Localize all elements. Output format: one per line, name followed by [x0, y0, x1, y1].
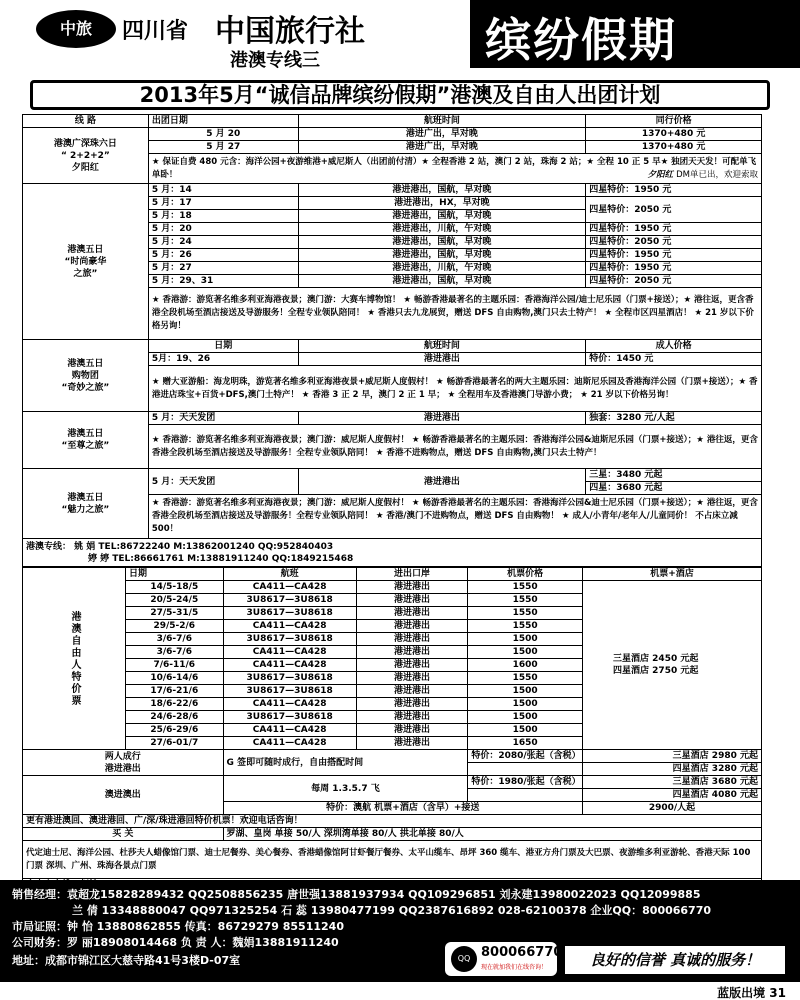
route1-date: 5 月 20 [148, 128, 298, 141]
route1-dm [648, 169, 758, 182]
macau-label: 澳进澳出 [23, 776, 224, 815]
route3-name [23, 340, 149, 412]
hk-contacts-label: 港澳专线： [26, 541, 72, 552]
free-port: 港进港出 [356, 724, 468, 737]
free-date: 17/6-21/6 [126, 685, 224, 698]
tour-plan-sheet [22, 114, 762, 874]
free-flight: CA411—CA428 [223, 737, 356, 750]
route3-hdr-flight: 航班时间 [298, 340, 586, 353]
route4-name [23, 412, 149, 469]
free-price: 1500 [468, 685, 583, 698]
free-hdr-date: 日期 [126, 568, 224, 581]
free-hotel-2: 四星酒店 2750 元起 [613, 666, 699, 676]
hk-contacts [23, 539, 762, 567]
route3-name-line2: 购物团 [71, 370, 99, 381]
free-hdr-port: 进出口岸 [356, 568, 468, 581]
macau-special: 特价：澳航 机票+酒店（含早）+接送 [223, 802, 582, 815]
route2-flight: 港进港出，川航，午对晚 [298, 223, 586, 236]
free-side-label: 港澳自由人特价票 [23, 568, 126, 750]
route2-price: 四星特价：2050 元 [586, 236, 762, 249]
footer-license: 市局证照：钟 怡 13880862855 传真：86729279 85511240 [12, 920, 344, 933]
free-hotel-prices [583, 581, 762, 750]
free-port: 港进港出 [356, 698, 468, 711]
twoperson-label-2: 港进港出 [104, 763, 141, 774]
free-flight: CA411—CA428 [223, 724, 356, 737]
route5-flight: 港进港出 [298, 469, 586, 495]
free-date: 27/5-31/5 [126, 607, 224, 620]
route2-flight: 港进港出，国航，早对晚 [298, 275, 586, 288]
route1-name-line2: “ 2+2+2” [61, 150, 110, 161]
free-port: 港进港出 [356, 633, 468, 646]
footer [0, 880, 800, 982]
route2-date: 5 月：18 [148, 210, 298, 223]
hk-contact-1: 姚 娟 TEL:86722240 M:13862001240 QQ:952840403 [74, 541, 334, 552]
footer-sales-1: 销售经理：袁超龙15828289432 QQ2508856235 唐世强13881937934 QQ109296851 刘永建13980022023 QQ12099885 [12, 888, 701, 901]
free-port: 港进港出 [356, 672, 468, 685]
route5-note: ★ 香港游：游览著名维多利亚海港夜景；澳门游：威尼斯人度假村！ ★ 畅游香港最著名的主题乐园：香港海洋公园&迪士尼乐园（门票+接送）；★ 港往返，更含香港全段机场至酒店接送及导游服务！全程专业领队陪同！ ★ 香港/澳门不进购物点，赠送 DFS 自由购物！ ★ 成人/小青年/老年人/儿童同价！ 不占床立减 500！ [148, 495, 761, 539]
agency-logo: 中旅 [36, 10, 116, 48]
free-port: 港进港出 [356, 594, 468, 607]
free-date: 24/6-28/6 [126, 711, 224, 724]
route2-date: 5 月：20 [148, 223, 298, 236]
free-hdr-hotel: 机票+酒店 [583, 568, 762, 581]
plan-header-row [23, 115, 762, 128]
twoperson-hotel-2: 四星酒店 3280 元起 [583, 763, 762, 776]
free-port: 港进港出 [356, 646, 468, 659]
qq-number: 800066770 [481, 945, 563, 960]
route3-header-row [23, 340, 762, 353]
route3-price: 特价：1450 元 [586, 353, 762, 366]
twoperson-spacer [468, 763, 583, 776]
footer-slogan: 良好的信誉 真诚的服务！ [565, 946, 785, 974]
route2-flight: 港进港出，国航，早对晚 [298, 236, 586, 249]
route1-flight: 港进广出，早对晚 [298, 128, 586, 141]
free-flight: 3U8617—3U8618 [223, 672, 356, 685]
route5-name [23, 469, 149, 539]
macau-hotel-2: 四星酒店 4080 元起 [583, 789, 762, 802]
route2-name [23, 184, 149, 340]
free-price: 1500 [468, 633, 583, 646]
twoperson-label [23, 750, 224, 776]
free-price: 1500 [468, 698, 583, 711]
free-header-row [23, 568, 762, 581]
free-flight: 3U8617—3U8618 [223, 594, 356, 607]
twoperson-row [23, 750, 762, 763]
route2-row [23, 184, 762, 197]
agent-row [23, 841, 762, 879]
free-price: 1550 [468, 581, 583, 594]
header-agency: 中国旅行社 [215, 14, 365, 49]
free-flight: 3U8617—3U8618 [223, 607, 356, 620]
route1-row [23, 128, 762, 141]
route3-name-line1: 港澳五日 [67, 358, 104, 369]
free-hotel-1: 三星酒店 2450 元起 [613, 654, 699, 664]
footer-address: 地址：成都市锦江区大慈寺路41号3楼D-07室 [12, 954, 241, 967]
hk-contact-row [23, 539, 762, 567]
route1-price: 1370+480 元 [586, 141, 762, 154]
twoperson-hotel-1: 三星酒店 2980 元起 [583, 750, 762, 763]
free-date: 7/6-11/6 [126, 659, 224, 672]
free-date: 18/6-22/6 [126, 698, 224, 711]
route3-flight: 港进港出 [298, 353, 586, 366]
free-port: 港进港出 [356, 607, 468, 620]
free-date: 25/6-29/6 [126, 724, 224, 737]
route2-date: 5 月：27 [148, 262, 298, 275]
free-date: 29/5-2/6 [126, 620, 224, 633]
route4-price: 独套：3280 元/人起 [586, 412, 762, 425]
route2-price: 四星特价：1950 元 [586, 223, 762, 236]
route4-note: ★ 香港游：游览著名维多利亚海港夜景；澳门游：威尼斯人度假村！ ★ 畅游香港最著名的主题乐园：香港海洋公园&迪斯尼乐园（门票+接送）；★ 港往返，更含香港全段机场至酒店接送及导游服务！全程专业领队陪同！ ★ 香港不进购物点，赠送 DFS 自由购物,澳门只去土特产！ [148, 425, 761, 469]
free-flight: CA411—CA428 [223, 698, 356, 711]
route1-dm-note: DM单已出，欢迎索取 [676, 169, 758, 180]
route2-price: 四星特价：2050 元 [586, 275, 762, 288]
twoperson-price: 特价：2080/张起（含税） [468, 750, 583, 763]
route5-name-line2: “魅力之旅” [61, 504, 110, 515]
route1-note-text: ★ 保证自费 480 元含：海洋公园+夜游维港+威尼斯人（出团前付清）★ 全程香港 2 站，澳门 2 站，珠海 2 站；★ 全程 10 正 5 早★ 独团天天发！可配单飞单卧！ [151, 156, 757, 180]
border-label: 买 关 [23, 828, 224, 841]
route2-flight: 港进港出，国航，早对晚 [298, 210, 586, 223]
free-traveler-table [22, 567, 762, 892]
route2-name-line3: 之旅” [73, 268, 98, 279]
free-date: 10/6-14/6 [126, 672, 224, 685]
footer-finance: 公司财务：罗 丽18908014468 负 责 人：魏娟13881911240 [12, 936, 339, 949]
route5-name-line1: 港澳五日 [67, 492, 104, 503]
route2-name-line2: “时尚豪华 [64, 256, 107, 267]
route5-row [23, 469, 762, 482]
route3-hdr-date: 日期 [148, 340, 298, 353]
free-date: 3/6-7/6 [126, 646, 224, 659]
free-port: 港进港出 [356, 711, 468, 724]
page-footer: 蓝版出境 31 [717, 986, 786, 1000]
qq-contact[interactable] [445, 942, 563, 976]
route2-price: 四星特价：1950 元 [586, 249, 762, 262]
free-hdr-price: 机票价格 [468, 568, 583, 581]
route5-date: 5 月：天天发团 [148, 469, 298, 495]
tour-plan-table [22, 114, 762, 567]
route5-price1: 三星：3480 元起 [586, 469, 762, 482]
route4-row [23, 412, 762, 425]
route1-name [23, 128, 149, 184]
route2-price: 四星特价：1950 元 [586, 184, 762, 197]
free-port: 港进港出 [356, 737, 468, 750]
macau-row [23, 776, 762, 789]
border-crossing: 罗湖、皇岗 单接 50/人 深圳湾单接 80/人 拱北单接 80/人 [223, 828, 761, 841]
page-title: 2013年5月“诚信品牌缤纷假期”港澳及自由人出团计划 [30, 80, 770, 110]
header-brand: 缤纷假期 [485, 13, 677, 67]
route4-date: 5 月：天天发团 [148, 412, 298, 425]
route2-note: ★ 香港游：游览著名维多利亚海港夜景；澳门游：大赛车博物馆！ ★ 畅游香港最著名的主题乐园：香港海洋公园/迪士尼乐园（门票+接送）；★ 港往返，更含香港全段机场至酒店接送及导游服务！全程专业领队陪同！ ★ 香港只去九龙展贸，赠送 DFS 自由购物,澳门只去土特产！ ★ 全程市区四星酒店！ ★ 21 岁以下价格另询！ [148, 288, 761, 340]
header-region: 四川省 [122, 19, 189, 44]
macau-desc: 每周 1.3.5.7 飞 [223, 776, 468, 802]
macau-price: 特价：1980/张起（含税） [468, 776, 583, 789]
route2-price: 四星特价：2050 元 [586, 197, 762, 223]
free-hdr-flight: 航班 [223, 568, 356, 581]
border-row [23, 828, 762, 841]
free-price: 1500 [468, 646, 583, 659]
free-port: 港进港出 [356, 620, 468, 633]
free-flight: 3U8617—3U8618 [223, 711, 356, 724]
macau-special-price: 2900/人起 [583, 802, 762, 815]
free-date: 3/6-7/6 [126, 633, 224, 646]
route2-date: 5 月：17 [148, 197, 298, 210]
free-date: 20/5-24/5 [126, 594, 224, 607]
free-flight: CA411—CA428 [223, 659, 356, 672]
header-line-name: 港澳专线三 [230, 50, 320, 71]
free-flight: CA411—CA428 [223, 581, 356, 594]
more-tickets: 更有港进澳回、澳进港回、广/深/珠进港回特价机票！欢迎电话咨询！ [23, 815, 762, 828]
route1-price: 1370+480 元 [586, 128, 762, 141]
macau-spacer [468, 789, 583, 802]
route2-flight: 港进港出，国航，早对晚 [298, 249, 586, 262]
route2-flight: 港进港出，川航，午对晚 [298, 262, 586, 275]
free-price: 1600 [468, 659, 583, 672]
free-port: 港进港出 [356, 581, 468, 594]
free-price: 1550 [468, 594, 583, 607]
route2-flight: 港进港出，国航，早对晚 [298, 184, 586, 197]
route3-note: ★ 赠大亚游船：海龙明珠，游览著名维多利亚海港夜景+威尼斯人度假村！ ★ 畅游香港最著名的两大主题乐园：迪斯尼乐园及香港海洋公园（门票+接送）；★ 香港进店珠宝+百货+DFS,澳门土特产！ ★ 香港 3 正 2 早，澳门 2 正 1 早； ★ 全程用车及香港澳门导游小费； ★ 21 岁以下价格另询！ [148, 366, 761, 412]
route4-flight: 港进港出 [298, 412, 586, 425]
macau-hotel-1: 三星酒店 3680 元起 [583, 776, 762, 789]
free-row [23, 581, 762, 594]
route5-price2: 四星：3680 元起 [586, 482, 762, 495]
route2-date: 5 月：14 [148, 184, 298, 197]
hdr-route: 线 路 [23, 115, 149, 128]
free-date: 27/6-01/7 [126, 737, 224, 750]
route2-name-line1: 港澳五日 [67, 244, 104, 255]
route2-price: 四星特价：1950 元 [586, 262, 762, 275]
route3-hdr-price: 成人价格 [586, 340, 762, 353]
hdr-price: 同行价格 [586, 115, 762, 128]
free-price: 1500 [468, 711, 583, 724]
route2-date: 5 月：24 [148, 236, 298, 249]
qq-slogan: 现在就加我们在线咨询！ [481, 964, 548, 971]
route2-flight: 港进港出，HX，早对晚 [298, 197, 586, 210]
route4-name-line1: 港澳五日 [67, 429, 104, 439]
route3-name-line3: “奇妙之旅” [61, 382, 110, 393]
route1-dm-brand: 夕阳红 [647, 169, 674, 180]
footer-sales-2: 兰 倩 13348880047 QQ971325254 石 蕊 13980477199 QQ2387616892 028-62100378 企业QQ：800066770 [72, 904, 712, 917]
free-port: 港进港出 [356, 659, 468, 672]
free-flight: 3U8617—3U8618 [223, 685, 356, 698]
qq-penguin-icon: QQ [451, 946, 477, 972]
free-price: 1550 [468, 672, 583, 685]
free-flight: CA411—CA428 [223, 646, 356, 659]
free-flight: CA411—CA428 [223, 620, 356, 633]
free-date: 14/5-18/5 [126, 581, 224, 594]
route1-name-line3: 夕阳红 [71, 162, 99, 173]
route1-name-line1: 港澳广深珠六日 [53, 138, 117, 149]
more-row [23, 815, 762, 828]
free-port: 港进港出 [356, 685, 468, 698]
free-price: 1550 [468, 607, 583, 620]
twoperson-label-1: 两人成行 [104, 751, 141, 762]
route1-date: 5 月 27 [148, 141, 298, 154]
free-price: 1500 [468, 724, 583, 737]
hk-contact-2: 婷 婷 TEL:86661761 M:13881911240 QQ:1849215468 [88, 553, 354, 564]
free-price: 1550 [468, 620, 583, 633]
twoperson-desc: G 签即可随时成行，自由搭配时间 [223, 750, 468, 776]
route4-name-line2: “至尊之旅” [61, 441, 110, 451]
hdr-date: 出团日期 [148, 115, 298, 128]
route1-flight: 港进广出，早对晚 [298, 141, 586, 154]
route3-date: 5月：19、26 [148, 353, 298, 366]
route2-date: 5 月：26 [148, 249, 298, 262]
route1-note [148, 154, 761, 184]
free-flight: 3U8617—3U8618 [223, 633, 356, 646]
free-price: 1650 [468, 737, 583, 750]
agent-booking: 代定迪士尼、海洋公园、杜莎夫人蜡像馆门票、迪士尼餐券、美心餐券、香港蜡像馆阿甘虾餐厅餐券、太平山缆车、昂坪 360 缆车、港亚方舟门票及大巴票、夜游维多利亚游轮、香港天际 100 门票 深圳、广州、珠海各景点门票 [23, 841, 762, 879]
hdr-flight: 航班时间 [298, 115, 586, 128]
header [0, 0, 800, 72]
route2-date: 5 月：29、31 [148, 275, 298, 288]
